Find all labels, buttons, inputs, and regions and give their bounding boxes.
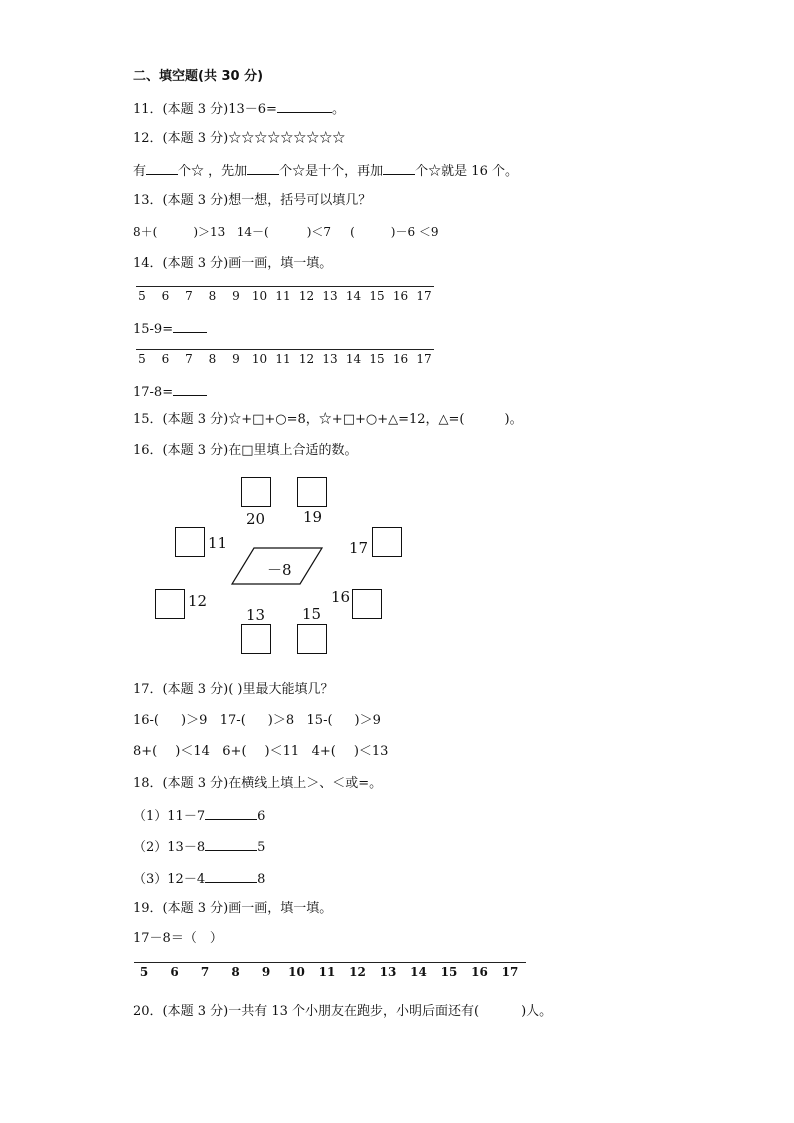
- q13-b: 14－(: [236, 225, 269, 239]
- answer-box[interactable]: [352, 589, 382, 619]
- tick-label: 12: [298, 289, 315, 303]
- q18-blank[interactable]: [205, 870, 257, 883]
- question-11: [133, 100, 345, 118]
- tick-label: 15: [440, 965, 458, 979]
- fig-number: 17: [349, 539, 369, 557]
- q13-text: 13．(本题 3 分)想一想，括号可以填几？: [133, 193, 372, 208]
- tick-label: 7: [200, 965, 210, 979]
- tick-label: 6: [161, 352, 170, 366]
- number-line-2: [136, 349, 434, 365]
- answer-box[interactable]: [372, 527, 402, 557]
- q11-end: 。: [331, 102, 345, 117]
- tick-label: 7: [185, 352, 193, 366]
- q20-end: )人。: [521, 1004, 553, 1019]
- tick-label: 8: [208, 289, 217, 303]
- tick-label: 8: [208, 352, 217, 366]
- answer-box[interactable]: [241, 477, 271, 507]
- q12-line: [133, 162, 518, 180]
- number-line-1: [136, 286, 434, 302]
- tick-label: 17: [501, 965, 519, 979]
- fig-number: 20: [246, 510, 266, 528]
- tick-label: 7: [185, 289, 193, 303]
- q13-a: 8＋(: [133, 225, 158, 239]
- q17-text: 17．(本题 3 分)( )里最大能填几？: [133, 682, 334, 697]
- center-operation: －8: [267, 561, 292, 579]
- tick-label: 12: [349, 965, 366, 979]
- tick-label: 11: [275, 289, 291, 303]
- q11-blank[interactable]: [277, 100, 332, 113]
- answer-box[interactable]: [297, 624, 327, 654]
- tick-label: 16: [392, 289, 409, 303]
- q12-blank-3[interactable]: [383, 162, 415, 175]
- q17-item: 16-(: [133, 713, 160, 728]
- tick-label: 12: [298, 352, 315, 366]
- tick-label: 5: [138, 352, 146, 366]
- q14-eq1-text: 15-9=: [133, 322, 174, 337]
- tick-label: 17: [416, 352, 432, 366]
- number-line-3: [134, 962, 526, 978]
- tick-label: 9: [261, 965, 271, 979]
- q14-blank-1[interactable]: [173, 320, 207, 333]
- q17-item: 17-(: [219, 713, 246, 728]
- tick-label: 10: [251, 289, 268, 303]
- question-20: [133, 1004, 552, 1020]
- tick-label: 5: [139, 965, 149, 979]
- q12-p1: 有: [133, 164, 147, 179]
- q18-expr: （1）11－7: [133, 809, 206, 824]
- tick-label: 15: [369, 289, 385, 303]
- section-title: 二、填空题(共 30 分): [133, 69, 264, 84]
- q13-c: (: [350, 225, 355, 239]
- fig-number: 15: [302, 605, 322, 623]
- q17-item: )＜11: [264, 744, 300, 759]
- tick-label: 6: [170, 965, 179, 979]
- q18-text: 18．(本题 3 分)在横线上填上＞、＜或=。: [133, 776, 383, 791]
- fig-number: 12: [188, 592, 208, 610]
- q17-item: )＜13: [353, 744, 389, 759]
- q18-blank[interactable]: [205, 838, 257, 851]
- q12-text: 12．(本题 3 分)☆☆☆☆☆☆☆☆☆: [133, 131, 346, 146]
- q18-item-3: [133, 870, 265, 888]
- q17-item: )＞8: [267, 713, 295, 728]
- q12-blank-2[interactable]: [247, 162, 279, 175]
- fig-number: 11: [208, 534, 228, 552]
- answer-box[interactable]: [241, 624, 271, 654]
- q19-eq: 17－8＝（ ）: [133, 931, 223, 946]
- tick-label: 10: [251, 352, 268, 366]
- q12-p2: 个☆ ，先加: [178, 164, 248, 179]
- answer-box[interactable]: [175, 527, 205, 557]
- q17-item: )＜14: [175, 744, 210, 759]
- q17-item: )＞9: [354, 713, 381, 728]
- q13-a2: )＞13: [193, 225, 226, 239]
- tick-label: 13: [322, 352, 338, 366]
- q17-row-1: [133, 713, 381, 729]
- tick-label: 6: [161, 289, 170, 303]
- q18-value: 5: [257, 840, 266, 855]
- answer-box[interactable]: [297, 477, 327, 507]
- tick-label: 14: [345, 289, 362, 303]
- q14-eq2: [133, 383, 207, 401]
- fig-number: 19: [303, 508, 323, 526]
- q14-blank-2[interactable]: [173, 383, 207, 396]
- q18-blank[interactable]: [205, 807, 257, 820]
- tick-label: 11: [318, 965, 336, 979]
- q18-value: 8: [257, 872, 266, 887]
- q14-eq2-text: 17-8=: [133, 385, 174, 400]
- tick-label: 14: [410, 965, 427, 979]
- q17-item: 6+(: [222, 744, 247, 759]
- tick-label: 8: [231, 965, 240, 979]
- answer-box[interactable]: [155, 589, 185, 619]
- q14-text: 14．(本题 3 分)画一画，填一填。: [133, 256, 333, 271]
- q12-p4: 个☆就是 16 个。: [415, 164, 518, 179]
- tick-label: 16: [392, 352, 409, 366]
- tick-label: 10: [288, 965, 305, 979]
- q17-item: )＞9: [181, 713, 208, 728]
- tick-label: 13: [322, 289, 338, 303]
- q18-item-1: [133, 807, 265, 825]
- q17-item: 4+(: [311, 744, 336, 759]
- q11-text: 11．(本题 3 分)13－6=: [133, 102, 277, 117]
- q18-item-2: [133, 838, 265, 856]
- q13-c2: )－6 ＜9: [390, 225, 439, 239]
- q13-line: [133, 224, 439, 240]
- q12-p3: 个☆是十个，再加: [279, 164, 384, 179]
- tick-label: 5: [138, 289, 146, 303]
- tick-label: 17: [416, 289, 432, 303]
- q14-eq1: [133, 320, 207, 338]
- tick-label: 15: [369, 352, 385, 366]
- q16-text: 16．(本题 3 分)在□里填上合适的数。: [133, 443, 358, 458]
- q15-end: )。: [504, 412, 523, 427]
- fig-number: 16: [331, 588, 351, 606]
- q18-expr: （3）12－4: [133, 872, 206, 887]
- tick-label: 9: [232, 352, 240, 366]
- q20-text: 20．(本题 3 分)一共有 13 个小朋友在跑步，小明后面还有(: [133, 1004, 480, 1019]
- tick-label: 11: [275, 352, 291, 366]
- tick-label: 16: [471, 965, 488, 979]
- question-15: [133, 412, 523, 428]
- q17-item: 15-(: [306, 713, 333, 728]
- q12-blank-1[interactable]: [146, 162, 178, 175]
- q18-value: 6: [257, 809, 266, 824]
- tick-label: 14: [345, 352, 362, 366]
- q17-row-2: [133, 744, 388, 760]
- q13-b2: )＜7: [306, 225, 332, 239]
- q17-item: 8+(: [133, 744, 158, 759]
- tick-label: 9: [232, 289, 240, 303]
- fig-number: 13: [246, 606, 266, 624]
- q15-text: 15．(本题 3 分)☆+□+○=8，☆+□+○+△=12，△=(: [133, 412, 465, 427]
- q19-text: 19．(本题 3 分)画一画，填一填。: [133, 901, 333, 916]
- q18-expr: （2）13－8: [133, 840, 206, 855]
- tick-label: 13: [379, 965, 397, 979]
